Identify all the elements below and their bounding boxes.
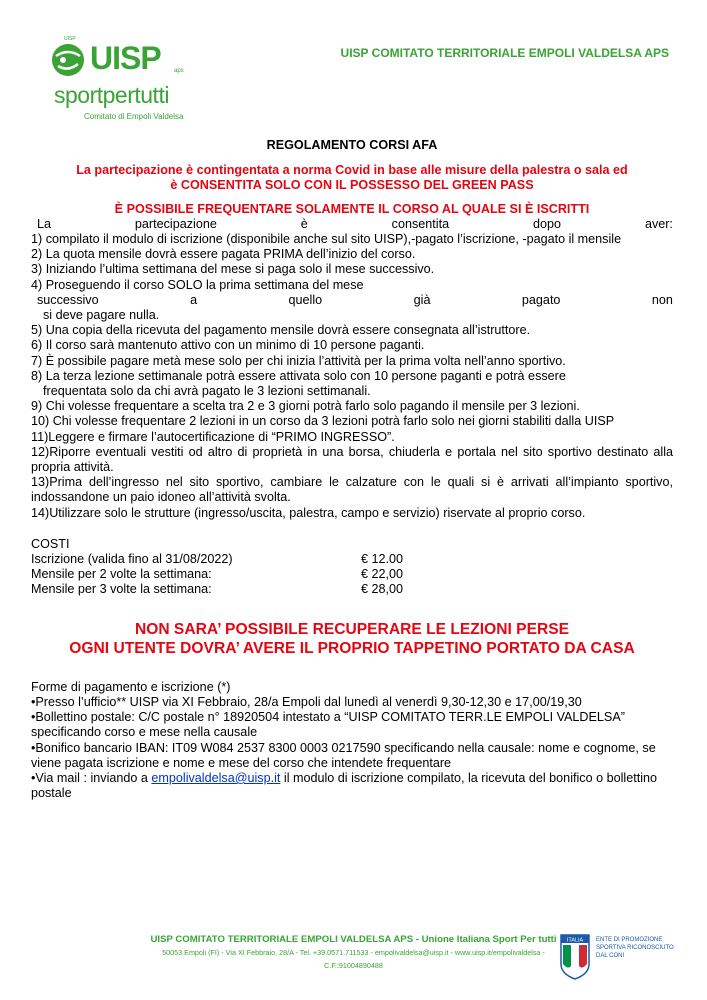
rule-4-line-1: 4) Proseguendo il corso SOLO la prima settimana del mese	[31, 277, 364, 292]
uisp-logo	[42, 36, 202, 136]
warning-own-mat: OGNI UTENTE DOVRA’ AVERE IL PROPRIO TAPPETINO PORTATO DA CASA	[69, 639, 635, 657]
logo-comitato-text: Comitato di Empoli Valdelsa	[84, 112, 184, 121]
rule-item-4	[31, 278, 673, 324]
rule-item-7: 7) È possibile pagare metà mese solo per chi inizia l’attività per la prima volta nell’anno sportivo.	[31, 353, 566, 368]
cost-label: Mensile per 2 volte la settimana:	[31, 567, 212, 582]
cost-value: € 12.00	[361, 552, 404, 567]
intro-line	[31, 217, 673, 232]
footer-tax-code: C.F.:91004890488	[324, 961, 383, 970]
rule-4-word: quello	[288, 292, 323, 307]
covid-notice-line-1: La partecipazione è contingentata a norma Covid in base alle misure della palestra o sala ed	[76, 163, 628, 178]
italia-shield-icon	[560, 934, 590, 980]
header-organization: UISP COMITATO TERRITORIALE EMPOLI VALDELSA APS	[340, 46, 669, 60]
rule-4-word: successivo	[37, 292, 99, 307]
regulation-document	[31, 138, 673, 801]
logo-sportpertutti-text: sportpertutti	[54, 82, 169, 108]
footer-address: 50053 Empoli (FI) - Via XI Febbraio, 28/A - Tel. +39.0571.711533 - empolivaldelsa@uisp.it - www.uisp.it/empolivaldelsa -	[162, 948, 545, 957]
payment-office: •Presso l’ufficio** UISP via XI Febbraio, 28/a Empoli dal lunedì al venerdì 9,30-12,30 e 17,00/19,30	[31, 694, 582, 709]
rule-item-12: 12)Riporre eventuali vestiti od altro di proprietà in una borsa, chiuderla e portala nel sito sportivo destinato alla propria attività.	[31, 444, 673, 475]
coni-badge	[560, 934, 680, 982]
rule-item-13: 13)Prima dell’ingresso nel sito sportivo, cambiare le calzature con le quali si è arrivati all’impianto sportivo, indossandone un paio idoneo all’attività svolta.	[31, 475, 673, 505]
rule-4-word: pagato	[521, 292, 561, 307]
cost-row	[31, 567, 673, 582]
logo-uisp-text: UISP	[90, 40, 161, 76]
rule-4-line-2	[31, 293, 673, 308]
intro-word: La	[37, 216, 52, 231]
rule-item-14: 14)Utilizzare solo le strutture (ingresso/uscita, palestra, campo e servizio) riservate al proprio corso.	[31, 505, 586, 520]
intro-word: partecipazione	[134, 216, 217, 231]
payment-bank: •Bonifico bancario IBAN: IT09 W084 2537 8300 0003 0217590 specificando nella causale: nome e cognome, se viene pagata iscrizione e nome e mese del corso che intendete frequentare	[31, 740, 656, 770]
logo-aps-text: aps	[174, 68, 184, 74]
costs-heading: COSTI	[31, 536, 70, 551]
cost-row	[31, 552, 673, 567]
rule-item-3: 3) Iniziando l’ultima settimana del mese si paga solo il mese successivo.	[31, 262, 435, 277]
intro-word: aver:	[644, 216, 673, 231]
payment-mail	[31, 771, 673, 801]
rules-list	[31, 232, 673, 521]
uisp-ball-icon	[50, 42, 86, 78]
intro-word: è	[300, 216, 308, 231]
italia-label: ITALIA	[566, 937, 584, 944]
rule-item-8	[31, 369, 673, 399]
cost-value: € 22,00	[361, 567, 404, 582]
rule-item-5: 5) Una copia della ricevuta del pagamento mensile dovrà essere consegnata all’istruttore.	[31, 323, 531, 338]
footer-organization: UISP COMITATO TERRITORIALE EMPOLI VALDELSA APS - Unione Italiana Sport Per tutti	[150, 934, 557, 945]
cost-label: Mensile per 3 volte la settimana:	[31, 582, 212, 597]
only-course-notice: È POSSIBILE FREQUENTARE SOLAMENTE IL CORSO AL QUALE SI È ISCRITTI	[114, 201, 590, 216]
covid-notice-line-2: è CONSENTITA SOLO CON IL POSSESSO DEL GREEN PASS	[170, 178, 534, 193]
payment-postal: •Bollettino postale: C/C postale n° 18920504 intestato a “UISP COMITATO TERR.LE EMPOLI VALDELSA” specificando corso e mese nella causale	[31, 710, 625, 740]
rule-item-6: 6) Il corso sarà mantenuto attivo con un minimo di 10 persone paganti.	[31, 338, 425, 353]
rule-8-line-1: 8) La terza lezione settimanale potrà essere attivata solo con 10 persone paganti e potrà essere	[31, 368, 566, 383]
cost-label: Iscrizione (valida fino al 31/08/2022)	[31, 552, 233, 567]
rule-4-word: già	[413, 292, 431, 307]
payments-heading: Forme di pagamento e iscrizione (*)	[31, 679, 231, 694]
rule-4-line-3: si deve pagare nulla.	[43, 308, 160, 323]
rule-4-word: non	[651, 292, 673, 307]
payments-section	[31, 680, 673, 802]
document-title: REGOLAMENTO CORSI AFA	[266, 138, 438, 152]
coni-recognition-text: ENTE DI PROMOZIONE SPORTIVA RICONOSCIUTO DAL CONI	[596, 937, 674, 959]
payment-mail-suffix: il modulo di iscrizione compilato, la ricevuta del bonifico o bollettino postale	[31, 770, 657, 801]
covid-notice	[31, 163, 673, 193]
rule-item-11: 11)Leggere e firmare l’autocertificazione di “PRIMO INGRESSO”.	[31, 429, 395, 444]
rule-item-1: 1) compilato il modulo di iscrizione (disponibile anche sul sito UISP),-pagato l’iscrizione, -pagato il mensile	[31, 232, 622, 247]
warning-no-recovery: NON SARA’ POSSIBILE RECUPERARE LE LEZIONI PERSE	[134, 620, 570, 638]
payment-mail-prefix: •Via mail : inviando a	[31, 770, 152, 785]
rule-item-10: 10) Chi volesse frequentare 2 lezioni in un corso da 3 lezioni potrà farlo solo nei giorni stabiliti dalla UISP	[31, 414, 615, 429]
costs-section	[31, 537, 673, 598]
intro-word: dopo	[533, 216, 562, 231]
email-link[interactable]: empolivaldelsa@uisp.it	[151, 770, 281, 785]
rule-item-9: 9) Chi volesse frequentare a scelta tra 2 e 3 giorni potrà farlo solo pagando il mensile per 3 lezioni.	[31, 399, 580, 414]
cost-value: € 28,00	[361, 582, 404, 597]
rule-8-line-2: frequentata solo da chi avrà pagato le 3 lezioni settimanali.	[43, 384, 371, 399]
rule-4-word: a	[190, 292, 198, 307]
warnings-block	[31, 620, 673, 658]
rule-item-2: 2) La quota mensile dovrà essere pagata PRIMA dell’inizio del corso.	[31, 247, 416, 262]
intro-word: consentita	[391, 216, 450, 231]
logo-small-text: UISP	[64, 36, 76, 42]
cost-row	[31, 582, 673, 597]
